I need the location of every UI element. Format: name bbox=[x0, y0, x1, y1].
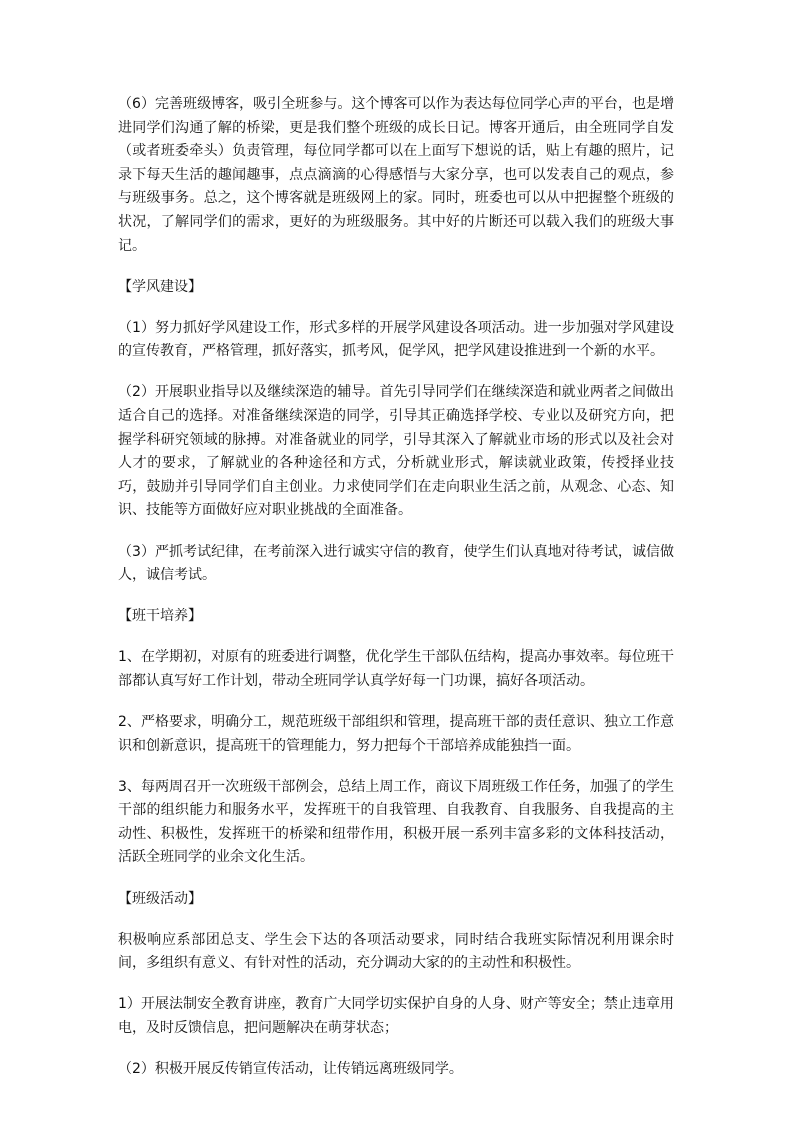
paragraph-cadre-training-2: 2、严格要求，明确分工，规范班级干部组织和管理，提高班干部的责任意识、独立工作意识和创新意识，提高班干的管理能力，努力把每个干部培养成能独挡一面。 bbox=[118, 713, 674, 754]
document-page bbox=[118, 93, 674, 1099]
paragraph-cadre-training-1: 1、在学期初，对原有的班委进行调整，优化学生干部队伍结构，提高办事效率。每位班干部都认真写好工作计划，带动全班同学认真学好每一门功课，搞好各项活动。 bbox=[118, 649, 674, 689]
paragraph-cadre-training-3: 3、每两周召开一次班级干部例会，总结上周工作，商议下周班级工作任务，加强了的学生干部的组织能力和服务水平，发挥班干的自我管理、自我教育、自我服务、自我提高的主动性、积极性，发挥班干的桥梁和纽带作用，积极开展一系列丰富多彩的文体科技活动，活跃全班同学的业余文化生活。 bbox=[118, 778, 674, 866]
paragraph-class-activities-2: （2）积极开展反传销宣传活动，让传销远离班级同学。 bbox=[118, 1061, 463, 1077]
paragraph-class-activities-intro: 积极响应系部团总支、学生会下达的各项活动要求，同时结合我班实际情况利用课余时间，多组织有意义、有针对性的活动，充分调动大家的的主动性和积极性。 bbox=[118, 931, 674, 972]
heading-class-activities: 【班级活动】 bbox=[118, 890, 202, 907]
paragraph-class-blog: （6）完善班级博客，吸引全班参与。这个博客可以作为表达每位同学心声的平台，也是增进同学们沟通了解的桥梁，更是我们整个班级的成长日记。博客开通后，由全班同学自发（或者班委牵头）负责管理，每位同学都可以在上面写下想说的话，贴上有趣的照片，记录下每天生活的趣闻趣事，点点滴滴的心得感悟与大家分享，也可以发表自己的观点，参与班级事务。总之，这个博客就是班级网上的家。同时，班委也可以从中把握整个班级的状况，了解同学们的需求，更好的为班级服务。其中好的片断还可以载入我们的班级大事记。 bbox=[118, 96, 674, 254]
paragraph-study-style-2: （2）开展职业指导以及继续深造的辅导。首先引导同学们在继续深造和就业两者之间做出适合自己的选择。对准备继续深造的同学，引导其正确选择学校、专业以及研究方向，把握学科研究领域的脉搏。对准备就业的同学，引导其深入了解就业市场的形式以及社会对人才的要求，了解就业的各种途径和方式，分析就业形式，解读就业政策，传授择业技巧，鼓励并引导同学们自主创业。力求使同学们在走向职业生活之前，从观念、心态、知识、技能等方面做好应对职业挑战的全面准备。 bbox=[118, 384, 674, 519]
paragraph-study-style-3: （3）严抓考试纪律，在考前深入进行诚实守信的教育，使学生们认真地对待考试，诚信做人，诚信考试。 bbox=[118, 543, 674, 584]
heading-cadre-training: 【班干培养】 bbox=[118, 608, 202, 625]
paragraph-class-activities-1: 1）开展法制安全教育讲座，教育广大同学切实保护自身的人身、财产等安全；禁止违章用电，及时反馈信息，把问题解决在萌芽状态； bbox=[118, 996, 674, 1036]
paragraph-study-style-1: （1）努力抓好学风建设工作，形式多样的开展学风建设各项活动。进一步加强对学风建设的宣传教育，严格管理，抓好落实，抓考风，促学风，把学风建设推进到一个新的水平。 bbox=[118, 319, 674, 360]
heading-study-style: 【学风建设】 bbox=[118, 278, 202, 295]
